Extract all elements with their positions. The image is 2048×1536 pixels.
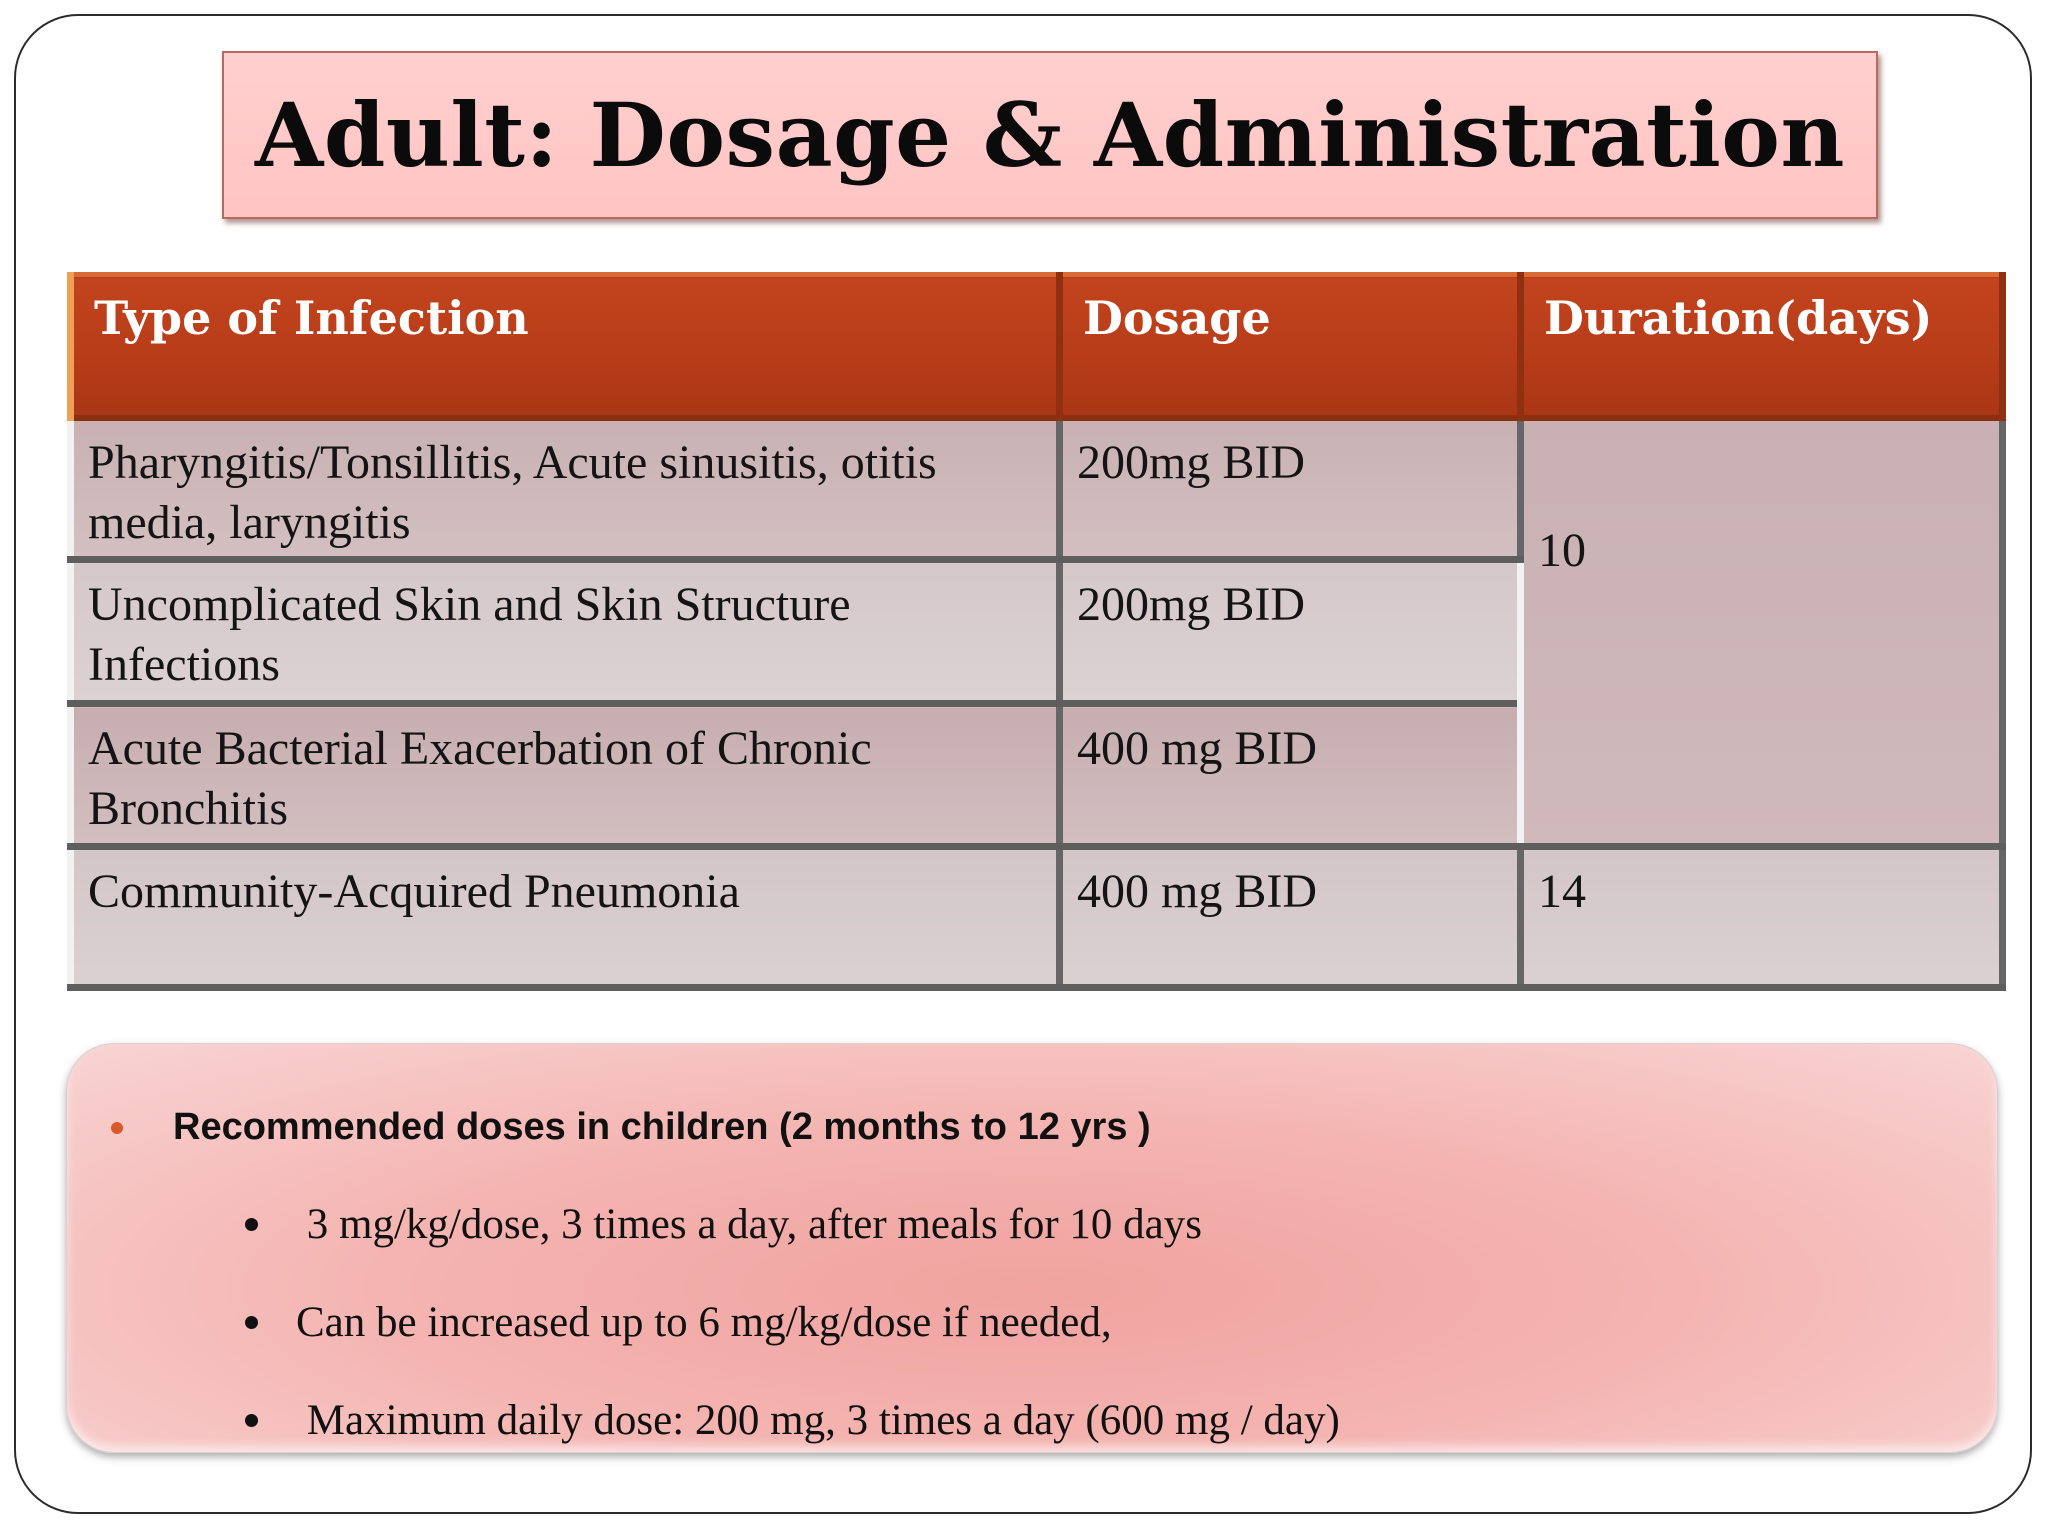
duration-cell: 14 bbox=[1521, 847, 2003, 988]
note-sub-text: 3 mg/kg/dose, 3 times a day, after meals for 10 days bbox=[296, 1201, 1202, 1248]
title-banner bbox=[222, 51, 1878, 219]
note-sub-item bbox=[245, 1200, 1202, 1249]
note-sub-item bbox=[245, 1396, 1340, 1445]
bullet-dot-icon bbox=[245, 1316, 258, 1329]
duration-cell-merged: 10 bbox=[1521, 418, 2003, 847]
infection-cell: Acute Bacterial Exacerbation of Chronic Bronchitis bbox=[71, 704, 1060, 847]
table-row bbox=[71, 847, 2003, 988]
dosage-cell: 200mg BID bbox=[1060, 418, 1521, 560]
note-sub-text: Maximum daily dose: 200 mg, 3 times a day (600 mg / day) bbox=[296, 1397, 1340, 1444]
pediatric-dosing-note bbox=[66, 1043, 1998, 1453]
infection-cell: Community-Acquired Pneumonia bbox=[71, 847, 1060, 988]
page-title: Adult: Dosage & Administration bbox=[255, 83, 1845, 187]
note-heading: Recommended doses in children (2 months to 12 yrs ) bbox=[173, 1106, 1151, 1148]
dosage-cell: 400 mg BID bbox=[1060, 847, 1521, 988]
bullet-dot-icon bbox=[245, 1218, 258, 1231]
note-sub-text: Can be increased up to 6 mg/kg/dose if needed, bbox=[296, 1299, 1112, 1346]
table-header-row bbox=[71, 275, 2003, 418]
header-duration: Duration(days) bbox=[1521, 275, 2003, 418]
header-dosage: Dosage bbox=[1060, 275, 1521, 418]
note-sub-item bbox=[245, 1298, 1112, 1347]
infection-cell: Uncomplicated Skin and Skin Structure Infections bbox=[71, 560, 1060, 704]
dosage-cell: 400 mg BID bbox=[1060, 704, 1521, 847]
header-type-of-infection: Type of Infection bbox=[71, 275, 1060, 418]
bullet-dot-icon bbox=[245, 1414, 258, 1427]
dosage-table bbox=[67, 272, 2006, 991]
note-heading-item bbox=[111, 1106, 1151, 1149]
bullet-dot-icon bbox=[111, 1122, 123, 1134]
infection-cell: Pharyngitis/Tonsillitis, Acute sinusitis, otitis media, laryngitis bbox=[71, 418, 1060, 560]
table-row bbox=[71, 418, 2003, 560]
dosage-cell: 200mg BID bbox=[1060, 560, 1521, 704]
